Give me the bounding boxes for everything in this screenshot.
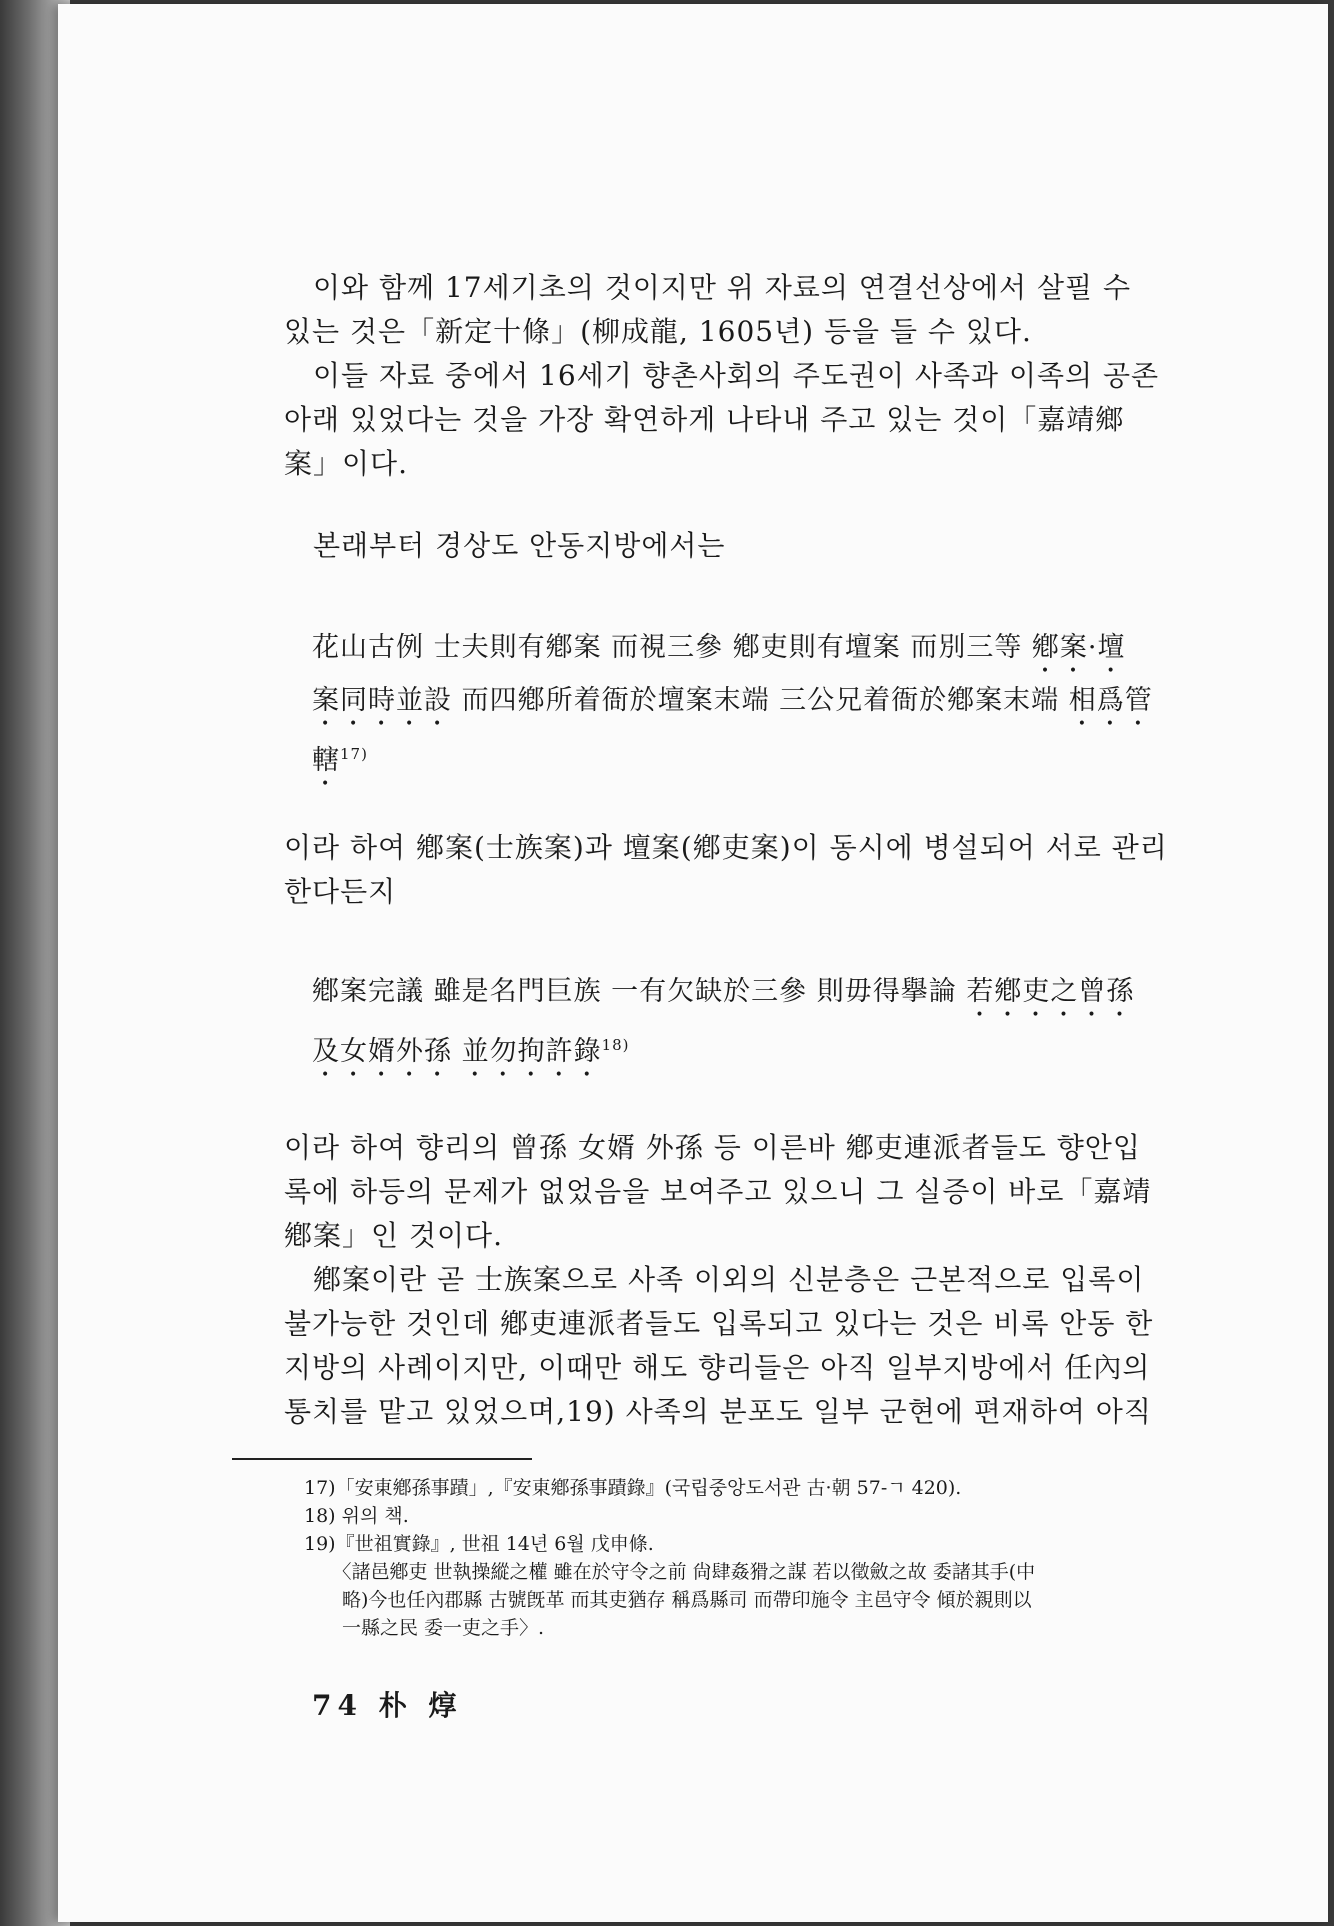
page-number: 74 朴 焞: [312, 1689, 463, 1722]
text-line: 案」이다.: [284, 447, 408, 480]
quote-line: 鄕案完議 雖是名門巨族 一有欠缺於三參 則毋得擧論 若鄕吏之曾孫: [312, 976, 1135, 1007]
body-paragraph-bottom: [284, 1126, 1153, 1434]
footnote-ref: 17): [340, 745, 368, 763]
emphasis-text: 若鄕吏之曾孫: [966, 976, 1135, 1007]
quote-line: [312, 1023, 1134, 1083]
body-paragraph-mid: [284, 826, 1168, 914]
body-paragraph-top: [284, 266, 1159, 486]
footnote: 略)今也任內郡縣 古號旣革 而其吏猶存 稱爲縣司 而帶印施令 主邑守令 傾於親則以: [304, 1589, 1032, 1611]
text-line: 록에 하등의 문제가 없었음을 보여주고 있으니 그 실증이 바로「嘉靖: [284, 1175, 1152, 1208]
footnote: 一縣之民 委一吏之手〉.: [304, 1617, 545, 1639]
emphasis-text: 案同時並設: [312, 685, 452, 716]
text-line: 이들 자료 중에서 16세기 향촌사회의 주도권이 사족과 이족의 공존: [284, 359, 1160, 392]
footnote: 18) 위의 책.: [304, 1505, 409, 1527]
text-line: 이라 하여 향리의 曾孫 女婿 外孫 등 이른바 鄕吏連派者들도 향안입: [284, 1131, 1141, 1164]
text-line: 불가능한 것인데 鄕吏連派者들도 입록되고 있다는 것은 비록 안동 한: [284, 1307, 1154, 1340]
intro-line: 본래부터 경상도 안동지방에서는: [284, 529, 726, 562]
emphasis-text: 並勿拘許錄: [461, 1036, 602, 1067]
footnote: 〈諸邑鄕吏 世執操縱之權 雖在於守令之前 尙肆姦猾之謀 若以徵斂之故 委諸其手(中: [304, 1561, 1036, 1583]
footnote-divider: [232, 1458, 532, 1460]
footnote: 17)「安東鄕孫事蹟」,『安東鄕孫事蹟錄』(국립중앙도서관 古·朝 57-ㄱ 420).: [304, 1477, 962, 1499]
emphasis-text: 轄: [312, 745, 340, 776]
text-line: 있는 것은「新定十條」(柳成龍, 1605년) 등을 들 수 있다.: [284, 315, 1032, 348]
book-page: [58, 4, 1328, 1922]
text-line: 이라 하여 鄕案(士族案)과 壇案(鄕吏案)이 동시에 병설되어 서로 관리: [284, 831, 1168, 864]
text-line: 이와 함께 17세기초의 것이지만 위 자료의 연결선상에서 살필 수: [284, 271, 1132, 304]
text-line: 鄕案이란 곧 士族案으로 사족 이외의 신분층은 근본적으로 입록이: [284, 1263, 1145, 1296]
block-quote-2: [312, 970, 1134, 1083]
quote-line: 案同時並設 而四鄕所着衙於壇案末端 三公兄着衙於鄕案末端 相爲管: [312, 685, 1153, 716]
text-line: 지방의 사례이지만, 이때만 해도 향리들은 아직 일부지방에서 任內의: [284, 1351, 1151, 1384]
emphasis-text: 鄕案·壇: [1031, 632, 1126, 663]
footnote: 19)『世祖實錄』, 世祖 14년 6월 戊申條.: [304, 1533, 654, 1555]
footnote-ref: 18): [601, 1036, 630, 1054]
quote-line: [312, 732, 1153, 792]
block-quote-1: [312, 626, 1153, 792]
text-line: 한다든지: [284, 875, 397, 908]
text-line: 아래 있었다는 것을 가장 확연하게 나타내 주고 있는 것이「嘉靖鄉: [284, 403, 1125, 436]
text-line: 鄕案」인 것이다.: [284, 1219, 503, 1252]
emphasis-text: 相爲管: [1068, 685, 1153, 716]
emphasis-text: 及女婿外孫: [312, 1036, 452, 1067]
text-line: 통치를 맡고 있었으며,19) 사족의 분포도 일부 군현에 편재하여 아직: [284, 1395, 1152, 1428]
quote-line: 花山古例 士夫則有鄕案 而視三參 鄕吏則有壇案 而別三等 鄕案·壇: [312, 632, 1126, 663]
footnotes: [304, 1474, 1035, 1642]
